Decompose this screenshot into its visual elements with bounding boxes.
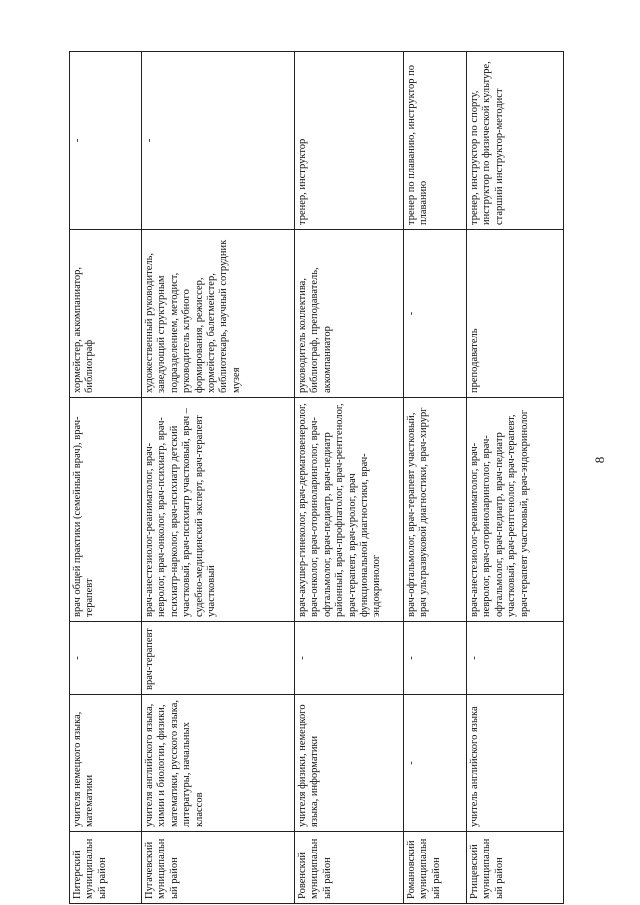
teachers-cell: учителя английского языка, химии и биологии, физики, математики, русского языка, литературы, начальных классов xyxy=(142,695,295,832)
column-3-cell: - xyxy=(404,622,467,695)
doctors-cell: врач-анестезиолог-реаниматолог, врач-невролог, врач-онколог, врач-психиатр, врач-психиатр-нарколог, врач-психиатр детский участковый, врач-психиатр участковый, врач – судебно-медицинский эксперт, врач-терапевт участковый xyxy=(142,398,295,622)
teachers-cell: - xyxy=(404,695,467,832)
doctors-cell: врач-анестезиолог-реаниматолог, врач-невролог, врач-оториноларинголог, врач-офтальмолог, врач-педиатр, врач-педиатр участковый, врач-рентгенолог, врач-терапевт, врач-терапевт участковый, врач-эндокринолог xyxy=(467,398,564,622)
doctors-cell: врач-акушер-гинеколог, врач-дерматовенеролог, врач-онколог, врач-оториноларинголог, врач-офтальмолог, врач-педиатр, врач-педиатр районный, врач-профпатолог, врач-рентгенолог, врач-терапевт, врач-уролог, врач функциональной диагностики, врач-эндокринолог xyxy=(295,398,404,622)
district-cell: Романовский муниципальный район xyxy=(404,832,467,904)
teachers-cell: учитель английского языка xyxy=(467,695,564,832)
column-3-cell: - xyxy=(467,622,564,695)
sport-cell: тренер по плаванию, инструктор по плаванию xyxy=(404,52,467,230)
table-row xyxy=(404,52,467,904)
culture-cell: руководитель коллектива, библиограф, преподаватель, аккомпаниатор xyxy=(295,230,404,398)
teachers-cell: учителя немецкого языка, математики xyxy=(70,695,142,832)
table-row xyxy=(467,52,564,904)
page-number: 8 xyxy=(592,456,607,464)
rotated-table-wrapper xyxy=(69,52,530,904)
culture-cell: преподаватель xyxy=(467,230,564,398)
district-cell: Питерский муниципальный район xyxy=(70,832,142,904)
column-3-cell: - xyxy=(70,622,142,695)
table-row xyxy=(142,52,295,904)
vacancies-table xyxy=(69,51,564,904)
column-3-cell: врач-терапевт xyxy=(142,622,295,695)
sport-cell: тренер, инструктор xyxy=(295,52,404,230)
sport-cell: - xyxy=(142,52,295,230)
culture-cell: художественный руководитель, заведующий структурным подразделением, методист, руководитель клубного формирования, режиссер, хормейстер, балетмейстер, библиотекарь, научный сотрудник музея xyxy=(142,230,295,398)
sport-cell: - xyxy=(70,52,142,230)
column-3-cell: - xyxy=(295,622,404,695)
district-cell: Ровенский муниципальный район xyxy=(295,832,404,904)
doctors-cell: врач-офтальмолог, врач-терапевт участковый, врач ультразвуковой диагностики, врач-хирург xyxy=(404,398,467,622)
table-row xyxy=(70,52,142,904)
culture-cell: хормейстер, аккомпаниатор, библиограф xyxy=(70,230,142,398)
sport-cell: тренер, инструктор по спорту, инструктор по физической культуре, старший инструктор-методист xyxy=(467,52,564,230)
district-cell: Ртищевский муниципальный район xyxy=(467,832,564,904)
doctors-cell: врач общей практики (семейный врач), врач-терапевт xyxy=(70,398,142,622)
culture-cell: - xyxy=(404,230,467,398)
district-cell: Пугачевский муниципальный район xyxy=(142,832,295,904)
teachers-cell: учителя физики, немецкого языка, информатики xyxy=(295,695,404,832)
table-row xyxy=(295,52,404,904)
